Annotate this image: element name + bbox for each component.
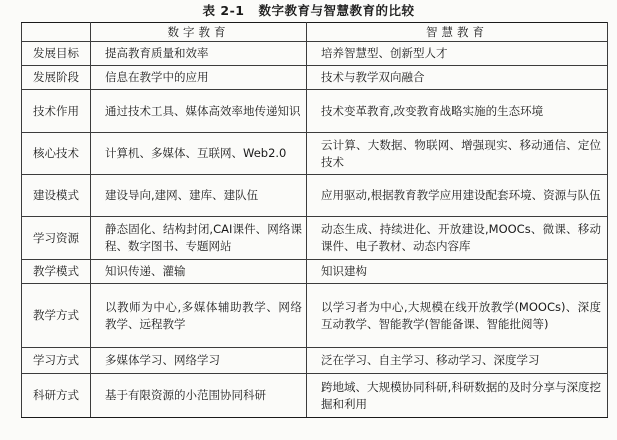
row-label: 教学方式 [22, 284, 91, 348]
smart-text: 泛在学习、自主学习、移动学习、深度学习 [321, 353, 540, 367]
smart-text: 云计算、大数据、物联网、增强现实、移动通信、定位技术 [321, 137, 601, 169]
row-label: 学习资源 [22, 217, 91, 260]
caption-title: 数字教育与智慧教育的比较 [258, 3, 415, 18]
table-row [22, 66, 608, 90]
smart-text: 技术与教学双向融合 [321, 70, 425, 84]
digital-text: 通过技术工具、媒体高效率地传递知识 [105, 103, 301, 118]
digital-text: 计算机、多媒体、互联网、Web2.0 [105, 146, 287, 160]
digital-cell [91, 175, 307, 217]
row-label: 建设模式 [22, 175, 91, 217]
digital-cell [91, 374, 307, 418]
digital-cell [91, 284, 307, 348]
smart-text: 动态生成、持续进化、开放建设,MOOCs、微课、移动课件、电子教材、动态内容库 [321, 222, 601, 253]
smart-cell [307, 133, 608, 175]
row-label: 学习方式 [22, 348, 91, 374]
caption-number: 表 2-1 [202, 3, 245, 18]
table-caption [0, 2, 617, 20]
smart-text: 技术变革教育,改变教育战略实施的生态环境 [321, 103, 544, 118]
row-label: 发展阶段 [22, 66, 91, 90]
row-label: 教学模式 [22, 260, 91, 284]
digital-text: 静态固化、结构封闭,CAI课件、网络课程、数字图书、专题网站 [105, 222, 302, 253]
table-row [22, 42, 608, 66]
digital-text: 以教师为中心,多媒体辅助教学、网络教学、远程教学 [105, 299, 302, 331]
smart-text: 培养智慧型、创新型人才 [321, 46, 448, 60]
table-row [22, 217, 608, 260]
table-row [22, 133, 608, 175]
header-smart: 智慧教育 [307, 23, 608, 42]
row-label: 核心技术 [22, 133, 91, 175]
smart-cell [307, 348, 608, 374]
digital-text: 知识传递、灌输 [105, 264, 186, 278]
comparison-table [21, 22, 608, 418]
digital-cell [91, 90, 307, 133]
smart-cell [307, 42, 608, 66]
digital-text: 基于有限资源的小范围协同科研 [105, 388, 266, 402]
digital-cell [91, 217, 307, 260]
table-row [22, 175, 608, 217]
digital-cell [91, 42, 307, 66]
smart-cell [307, 217, 608, 260]
smart-cell [307, 175, 608, 217]
digital-cell [91, 133, 307, 175]
smart-cell [307, 260, 608, 284]
header-digital: 数字教育 [91, 23, 307, 42]
table-row [22, 374, 608, 418]
smart-text: 应用驱动,根据教育教学应用建设配套环境、资源与队伍 [321, 188, 601, 202]
table-row [22, 284, 608, 348]
smart-cell [307, 66, 608, 90]
digital-text: 多媒体学习、网络学习 [105, 353, 220, 367]
header-row [22, 23, 608, 42]
row-label: 发展目标 [22, 42, 91, 66]
smart-text: 知识建构 [321, 264, 367, 278]
smart-cell [307, 90, 608, 133]
smart-text: 跨地域、大规模协同科研,科研数据的及时分享与深度挖掘和利用 [321, 379, 601, 411]
smart-cell [307, 284, 608, 348]
row-label: 科研方式 [22, 374, 91, 418]
digital-text: 信息在教学中的应用 [105, 70, 209, 84]
table-row [22, 260, 608, 284]
digital-text: 建设导向,建网、建库、建队伍 [105, 188, 259, 202]
smart-cell [307, 374, 608, 418]
table-row [22, 348, 608, 374]
table-row [22, 90, 608, 133]
digital-text: 提高教育质量和效率 [105, 46, 209, 60]
digital-cell [91, 348, 307, 374]
digital-cell [91, 66, 307, 90]
row-label: 技术作用 [22, 90, 91, 133]
digital-cell [91, 260, 307, 284]
header-empty [22, 23, 91, 42]
smart-text: 以学习者为中心,大规模在线开放教学(MOOCs)、深度互动教学、智能教学(智能备课、智能批阅等) [321, 299, 601, 331]
